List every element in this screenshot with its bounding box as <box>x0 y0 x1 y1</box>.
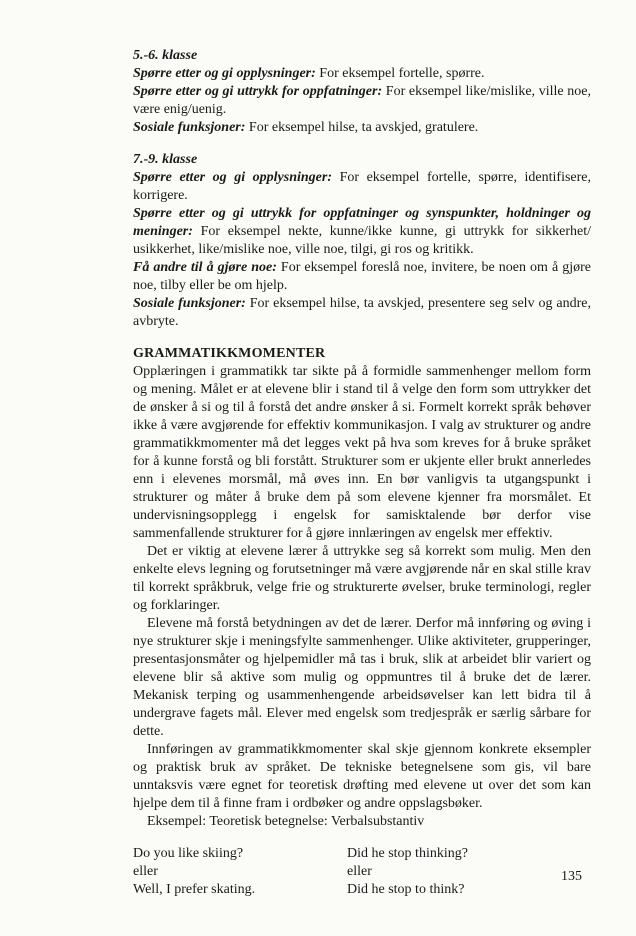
section-grammar <box>133 345 591 831</box>
grade-heading: 7.-9. klasse <box>133 152 198 167</box>
function-item <box>133 65 591 83</box>
example-left-1: Do you like skiing? <box>133 846 244 861</box>
text-column <box>133 47 591 899</box>
function-item <box>133 295 591 331</box>
function-label: Spørre etter og gi opplysninger: <box>133 66 316 81</box>
section-heading: GRAMMATIKKMOMENTER <box>133 346 326 361</box>
function-label: Sosiale funksjoner: <box>133 120 246 135</box>
example-right-2: eller <box>347 864 372 879</box>
example-right-1: Did he stop thinking? <box>347 846 468 861</box>
example-left-2: eller <box>133 864 158 879</box>
function-text: For eksempel fortelle, spørre, identifisere, korrigere. <box>133 170 591 203</box>
function-text: For eksempel hilse, ta avskjed, presentere seg selv og andre, avbryte. <box>133 296 591 329</box>
function-label: Sosiale funksjoner: <box>133 296 246 311</box>
function-item <box>133 83 591 119</box>
function-item <box>133 169 591 205</box>
section-grade-5-6 <box>133 47 591 137</box>
example-sentences <box>133 845 591 899</box>
page-number: 135 <box>561 869 582 884</box>
section-grade-7-9 <box>133 151 591 331</box>
paragraph: Elevene må forstå betydningen av det de lærer. Derfor må innføring og øving i nye strukturer skje i meningsfylte sammenhenger. Ulike aktiviteter, grupperinger, presentasjonsmåter og hjelpemidler må tas i bruk, slik at arbeidet blir variert og elevene blir så aktive som mulig og oppmuntres til å bruke det de lærer. Mekanisk terping og usammenhengende arbeidsøvelser kan lett bidra til å undergrave fagets mål. Elever med engelsk som tredjespråk er særlig sårbare for dette. <box>133 616 591 739</box>
function-item <box>133 259 591 295</box>
example-left-3: Well, I prefer skating. <box>133 882 256 897</box>
function-label: Spørre etter og gi opplysninger: <box>133 170 333 185</box>
grade-heading: 5.-6. klasse <box>133 48 198 63</box>
function-text: For eksempel hilse, ta avskjed, gratulere. <box>245 120 479 135</box>
function-label: Spørre etter og gi uttrykk for oppfatninger: <box>133 84 383 99</box>
function-text: For eksempel foreslå noe, invitere, be noen om å gjøre noe, tilby eller be om hjelp. <box>133 260 591 293</box>
function-item <box>133 119 591 137</box>
function-label: Få andre til å gjøre noe: <box>133 260 277 275</box>
paragraph: Opplæringen i grammatikk tar sikte på å formidle sammenhenger mellom form og mening. Målet er at elevene blir i stand til å velge den form som uttrykker det de ønsker å si og til å forstå det andre ønsker å si. Formelt korrekt språk behøver ikke å være avgjørende for effektiv kommunikasjon. I valg av strukturer og andre grammatikkmomenter må det legges vekt på hva som kreves for å bruke språket for å kunne forstå og bli forstått. Strukturer som er ukjente eller brukt annerledes enn i elevenes morsmål, må øves inn. En bør vanligvis ta utgangspunkt i strukturer og måter å bruke dem på som elevene kjenner fra morsmålet. Et undervisningsopplegg i engelsk for samisktalende bør derfor vise sammenfallende strukturer for å gjøre innlæringen av engelsk mer effektiv. <box>133 364 591 541</box>
paragraph: Eksempel: Teoretisk betegnelse: Verbalsubstantiv <box>147 814 425 829</box>
example-right-3: Did he stop to think? <box>347 882 465 897</box>
function-text: For eksempel fortelle, spørre. <box>315 66 485 81</box>
function-item <box>133 205 591 259</box>
paragraph: Det er viktig at elevene lærer å uttrykke seg så korrekt som mulig. Men den enkelte elevs legning og forutsetninger må være avgjørende når en skal stille krav til korrekt språkbruk, velge frie og strukturerte øvelser, bruke terminologi, regler og forklaringer. <box>133 544 591 613</box>
paragraph: Innføringen av grammatikkmomenter skal skje gjennom konkrete eksempler og praktisk bruk av språket. De tekniske betegnelsene som gis, vil bare unntaksvis være egnet for teoretisk drøfting med elevene ut over det som kan hjelpe dem til å finne fram i ordbøker og andre oppslagsbøker. <box>133 742 591 811</box>
function-text: For eksempel nekte, kunne/ikke kunne, gi uttrykk for sikkerhet/ usikkerhet, like/mislike noe, ville noe, tilgi, gi ros og kritikk. <box>133 224 591 257</box>
function-text: For eksempel like/mislike, ville noe, være enig/uenig. <box>133 84 591 117</box>
function-label: Spørre etter og gi uttrykk for oppfatninger og synspunkter, holdninger og meninger: <box>133 206 591 239</box>
